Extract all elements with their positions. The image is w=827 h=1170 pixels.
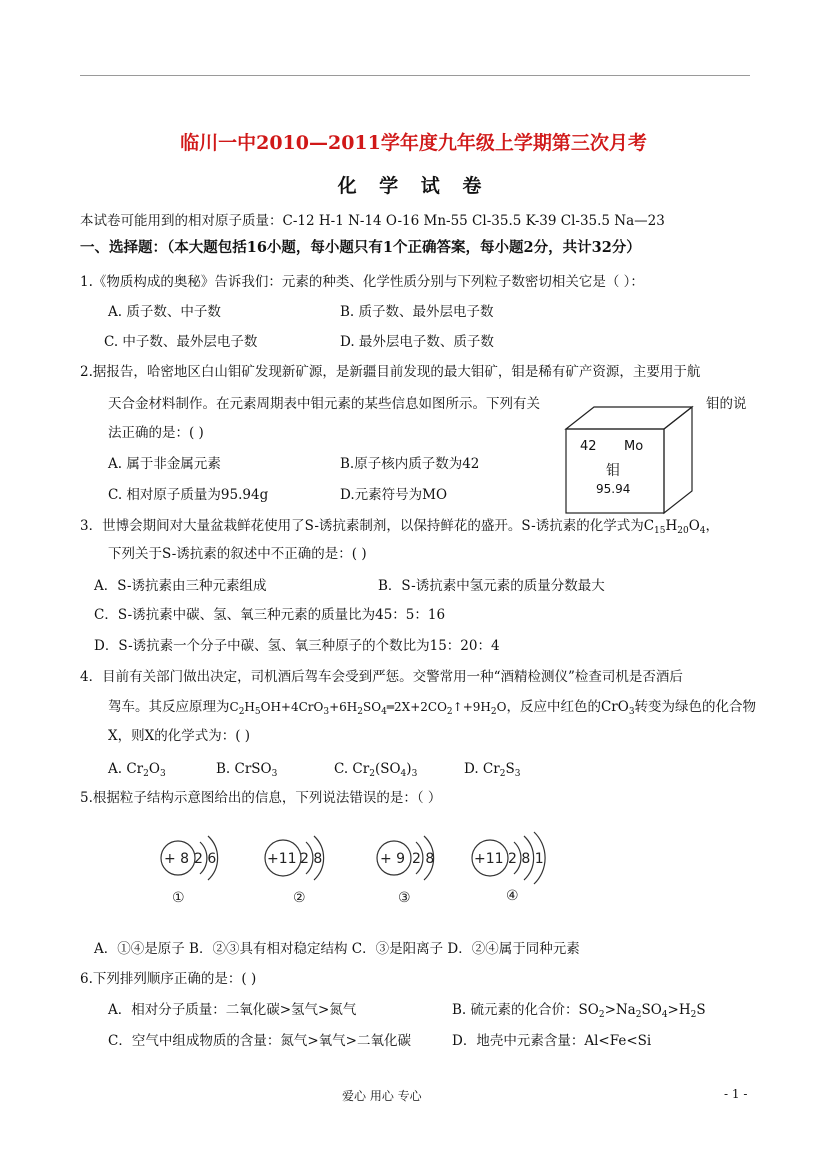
particle-2-shells: 2 8 bbox=[300, 851, 323, 867]
q3-stem-1-text: 3．世博会期间对大量盆栽鲜花使用了S-诱抗素制剂，以保持鲜花的盛开。S-诱抗素的化学式为C bbox=[80, 518, 655, 534]
q4-option-c: C. $Cr_2(SO_4)_3$ bbox=[334, 761, 418, 779]
q4-option-b: B. CrSO$_3$ bbox=[216, 761, 278, 779]
subject-title: 化 学 试 卷 bbox=[337, 175, 490, 197]
q6-option-d: D．地壳中元素含量：Al<Fe<Si bbox=[452, 1033, 652, 1049]
q3-option-a: A．S-诱抗素由三种元素组成 bbox=[94, 578, 267, 594]
particle-1-shells: 2 6 bbox=[194, 851, 217, 867]
q5-stem: 5.根据粒子结构示意图给出的信息，下列说法错误的是：（ ） bbox=[80, 790, 442, 806]
q6-option-b: B. 硫元素的化合价：$SO_2>Na_2SO_4>H_2S$ bbox=[452, 1002, 706, 1020]
q1-option-d: D. 最外层电子数、质子数 bbox=[340, 334, 494, 350]
q3-option-d: D．S-诱抗素一个分子中碳、氢、氧三种原子的个数比为15：20：4 bbox=[94, 638, 500, 654]
q6-option-c: C．空气中组成物质的含量：氮气>氧气>二氧化碳 bbox=[108, 1033, 411, 1049]
particle-3 bbox=[377, 836, 434, 906]
q3-option-c: C．S-诱抗素中碳、氢、氧三种元素的质量比为45：5：16 bbox=[94, 607, 446, 623]
atomic-masses: 本试卷可能用到的相对原子质量：C-12 H-1 N-14 O-16 Mn-55 Cl-35.5 K-39 Cl-35.5 Na—23 bbox=[80, 213, 665, 229]
q4-option-d-text: D. Cr bbox=[464, 761, 500, 777]
particle-4-nucleus: +11 bbox=[474, 851, 504, 867]
q2-option-d: D.元素符号为MO bbox=[340, 487, 448, 503]
q3-option-b: B．S-诱抗素中氢元素的质量分数最大 bbox=[378, 578, 605, 594]
q4-stem-2-pre: 驾车。其反应原理为 bbox=[108, 699, 230, 715]
particle-2-label: ② bbox=[293, 890, 306, 906]
particle-1-nucleus: + 8 bbox=[164, 851, 190, 867]
q3-stem-1: 3．世博会期间对大量盆栽鲜花使用了S-诱抗素制剂，以保持鲜花的盛开。S-诱抗素的化学式为$C_{15}H_{20}O_4$， bbox=[80, 518, 720, 536]
q2-option-c: C. 相对原子质量为95.94g bbox=[108, 487, 269, 503]
q4-stem-3: X，则X的化学式为：( ) bbox=[108, 728, 251, 744]
q1-option-b: B. 质子数、最外层电子数 bbox=[340, 304, 494, 320]
particle-1-label: ① bbox=[172, 890, 185, 906]
q4-stem-1: 4．目前有关部门做出决定，司机酒后驾车会受到严惩。交警常用一种“酒精检测仪”检查司机是否酒后 bbox=[80, 669, 683, 685]
q4-stem-2: 驾车。其反应原理为$C_2H_5OH+4CrO_3+6H_2SO_4═2X+2CO_2↑+9H_2O$，反应中红色的CrO$_3$转变为绿色的化合物 bbox=[108, 699, 757, 717]
q2-stem-3: 法正确的是：( ) bbox=[108, 425, 204, 441]
molybdenum-element-card bbox=[554, 405, 694, 515]
element-symbol: Mo bbox=[624, 439, 644, 454]
q4-stem-2-post: ，反应中红色的CrO bbox=[506, 699, 629, 715]
q1-stem: 1.《物质构成的奥秘》告诉我们：元素的种类、化学性质分别与下列粒子数密切相关它是（ ）： bbox=[80, 274, 644, 290]
particle-3-nucleus: + 9 bbox=[380, 851, 406, 867]
footer-motto: 爱心 用心 专心 bbox=[342, 1089, 422, 1103]
q4-stem-2-end: 转变为绿色的化合物 bbox=[634, 699, 757, 715]
q4-option-b-text: B. CrSO bbox=[216, 761, 272, 777]
element-mass: 95.94 bbox=[596, 482, 631, 496]
q5-options: A．①④是原子 B．②③具有相对稳定结构 C．③是阳离子 D．②④属于同种元素 bbox=[94, 941, 580, 957]
q2-stem-2b: 钼的说 bbox=[706, 396, 747, 412]
q1-option-a: A. 质子数、中子数 bbox=[108, 304, 221, 320]
element-name: 钼 bbox=[606, 463, 620, 479]
section-heading: 一、选择题：（本大题包括16小题，每小题只有1个正确答案，每小题2分，共计32分） bbox=[80, 239, 641, 256]
particle-1 bbox=[161, 836, 218, 906]
q4-option-a: A. $Cr_2O_3$ bbox=[108, 761, 166, 779]
particle-2-nucleus: +11 bbox=[267, 851, 297, 867]
particle-4-shells: 2 8 1 bbox=[508, 851, 544, 867]
q6-option-a: A．相对分子质量：二氧化碳>氢气>氮气 bbox=[108, 1002, 357, 1018]
exam-title: 临川一中2010—2011学年度九年级上学期第三次月考 bbox=[180, 132, 647, 154]
top-rule bbox=[80, 75, 750, 76]
particle-3-shells: 2 8 bbox=[412, 851, 435, 867]
q2-stem-1: 2.据报告，哈密地区白山钼矿发现新矿源，是新疆目前发现的最大钼矿，钼是稀有矿产资源，主要用于航 bbox=[80, 364, 701, 380]
q3-stem-2: 下列关于S-诱抗素的叙述中不正确的是：( ) bbox=[108, 546, 367, 562]
q1-option-c: C. 中子数、最外层电子数 bbox=[104, 334, 258, 350]
q4-option-c-text: C. Cr bbox=[334, 761, 370, 777]
q2-stem-2: 天合金材料制作。在元素周期表中钼元素的某些信息如图所示。下列有关 bbox=[108, 396, 540, 412]
particle-3-label: ③ bbox=[398, 890, 411, 906]
q2-option-a: A. 属于非金属元素 bbox=[108, 456, 221, 472]
q2-option-b: B.原子核内质子数为42 bbox=[340, 456, 480, 472]
particle-2 bbox=[265, 836, 324, 906]
q4-option-d: D. $Cr_2S_3$ bbox=[464, 761, 521, 779]
element-number: 42 bbox=[580, 439, 597, 454]
q6-stem: 6.下列排列顺序正确的是：( ) bbox=[80, 971, 257, 987]
particle-structure-diagrams bbox=[150, 830, 560, 910]
particle-4-label: ④ bbox=[506, 888, 519, 904]
q6-option-b-text: B. 硫元素的化合价：SO bbox=[452, 1002, 599, 1018]
particle-4 bbox=[472, 832, 545, 904]
element-cube-outline bbox=[554, 405, 694, 515]
q4-option-a-text: A. Cr bbox=[108, 761, 144, 777]
page-number: - 1 - bbox=[724, 1087, 748, 1101]
